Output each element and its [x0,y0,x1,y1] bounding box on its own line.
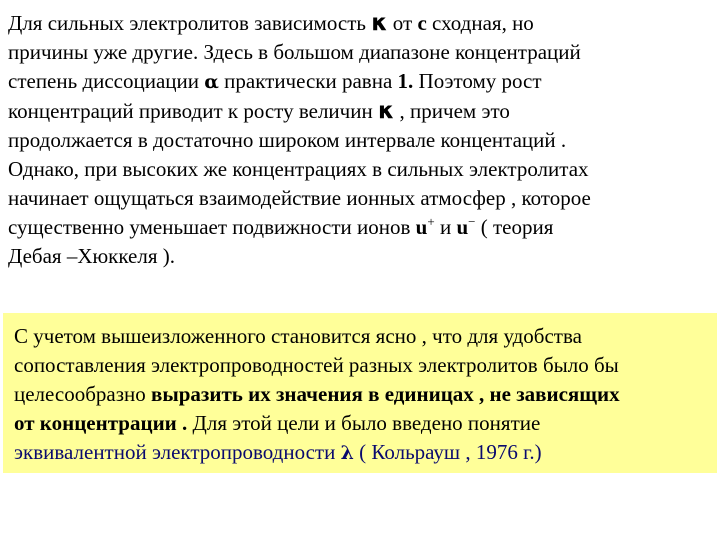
text: практически равна [218,69,398,93]
text-line: начинает ощущаться взаимодействие ионных атмосфер , которое [8,186,591,210]
text: Поэтому рост [413,69,542,93]
text-line: С учетом вышеизложенного становится ясно , что для удобства [14,324,582,348]
text-line: Однако, при высоких же концентрациях в сильных электролитах [8,157,589,181]
bold-text: выразить их значения в единицах , не зависящих [151,382,620,406]
bold-text: от концентрации . [14,411,188,435]
c-symbol: с [417,11,427,35]
text-line: Дебая –Хюккеля ). [8,244,176,268]
value-one: 1. [397,69,414,93]
text-line: продолжается в достаточно широком интервале концентаций . [8,128,567,152]
text-line [14,409,714,438]
text: от [387,11,418,35]
text: сходная, но [426,11,534,35]
text-line: причины уже другие. Здесь в большом диапазоне концентраций [8,40,581,64]
text: эквивалентной электропроводности [14,440,341,464]
text: существенно уменьшает подвижности ионов [8,215,416,239]
text-line: сопоставления электропроводностей разных электролитов было бы [14,353,619,377]
text: и [434,215,457,239]
alpha-symbol: α [204,71,219,93]
minus-superscript: − [468,214,476,229]
kappa-symbol: κ [371,10,388,36]
text-line [14,438,714,468]
text: ( Кольрауш , 1976 г.) [353,440,542,464]
text: Для сильных электролитов зависимость [8,11,372,35]
text-line [8,213,713,242]
text: концентраций приводит к росту величин [8,99,378,123]
text: целесообразно [14,382,151,406]
kappa-symbol: κ [377,98,395,124]
paragraph-strong-electrolytes [8,9,713,271]
text: , причем это [394,99,510,123]
paragraph-equivalent-conductivity [14,322,714,468]
text-line [14,380,714,409]
text-line [8,97,713,126]
text: ( теория [475,215,554,239]
u-symbol: u [415,215,428,239]
lambda-symbol: λ [340,442,354,464]
u-symbol: u [456,215,469,239]
text-line [8,9,713,38]
plus-superscript: + [427,214,435,229]
text: Для этой цели и было введено понятие [187,411,541,435]
text: степень диссоциации [8,69,205,93]
text-line [8,67,713,97]
